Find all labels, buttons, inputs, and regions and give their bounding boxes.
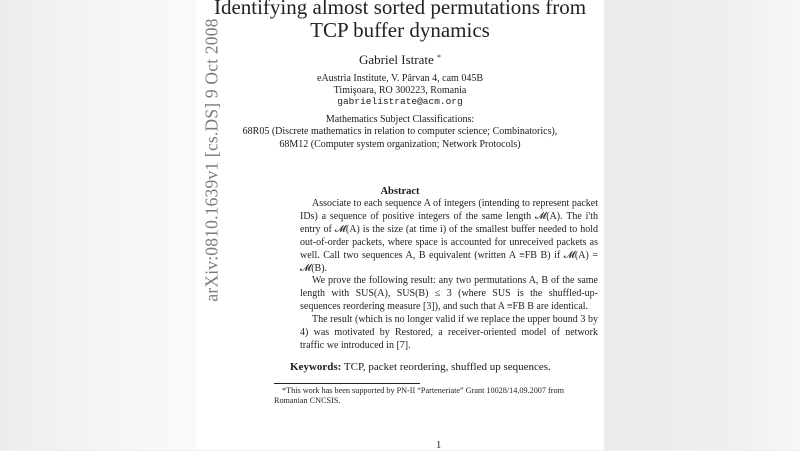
footnote: [274, 386, 604, 406]
msc-line-1: 68R05 (Discrete mathematics in relation to computer science; Combinatorics),: [242, 126, 558, 137]
title-line-2: TCP buffer dynamics: [310, 18, 490, 42]
msc-line-2: 68M12 (Computer system organization; Network Protocols): [279, 139, 521, 150]
author-email: gabrielistrate@acm.org: [337, 96, 463, 107]
abstract-paragraph-2: We prove the following result: any two permutations A, B of the same length with SUS(A), SUS(B) ≤ 3 (where SUS is the shuffled-up-sequences reordering measure [3]), and such that A ≡FB B are identical.: [300, 275, 598, 313]
footnote-line-2: Romanian CNCSIS.: [274, 396, 341, 405]
keywords-text: TCP, packet reordering, shuffled up sequences.: [343, 361, 551, 373]
page-number: 1: [436, 440, 442, 451]
abstract-paragraph-3: The result (which is no longer valid if we replace the upper bound 3 by 4) was motivated by Restored, a receiver-oriented model of network traffic we introduced in [7].: [300, 314, 598, 351]
abstract-paragraph-1: Associate to each sequence A of integers (intending to represent packet IDs) a sequence of positive integers of the same length 𝓜(A). The i'th entry of 𝓜(A) is the size (at time i) of the smallest buffer needed to hold out-of-order packets, where space is accounted for unreceived packets as well. Call two sequences A, B equivalent (written A ≡FB B) if 𝓜(A) = 𝓜(B).: [300, 198, 598, 274]
abstract-body: [300, 198, 598, 353]
footnote-rule: [274, 383, 420, 384]
title-line-1: Identifying almost sorted permutations from: [213, 0, 587, 19]
author-footnote-mark: *: [436, 53, 441, 62]
paper-title: [200, 0, 600, 42]
msc-heading: Mathematics Subject Classifications:: [325, 114, 475, 125]
abstract-heading: Abstract: [380, 186, 420, 197]
keywords-label: Keywords:: [290, 361, 342, 373]
affiliation-line-2: Timişoara, RO 300223, Romania: [333, 85, 467, 96]
footnote-line-1: *This work has been supported by PN-II “Parteneriate” Grant 10028/14.09.2007 from: [282, 386, 564, 395]
affiliation-line-1: eAustria Institute, V. Pârvan 4, cam 045B: [317, 73, 483, 84]
arxiv-stamp: arXiv:0810.1639v1 [cs.DS] 9 Oct 2008: [201, 18, 222, 302]
author: [200, 52, 600, 68]
author-name: Gabriel Istrate: [359, 52, 434, 67]
keywords: [290, 361, 551, 373]
